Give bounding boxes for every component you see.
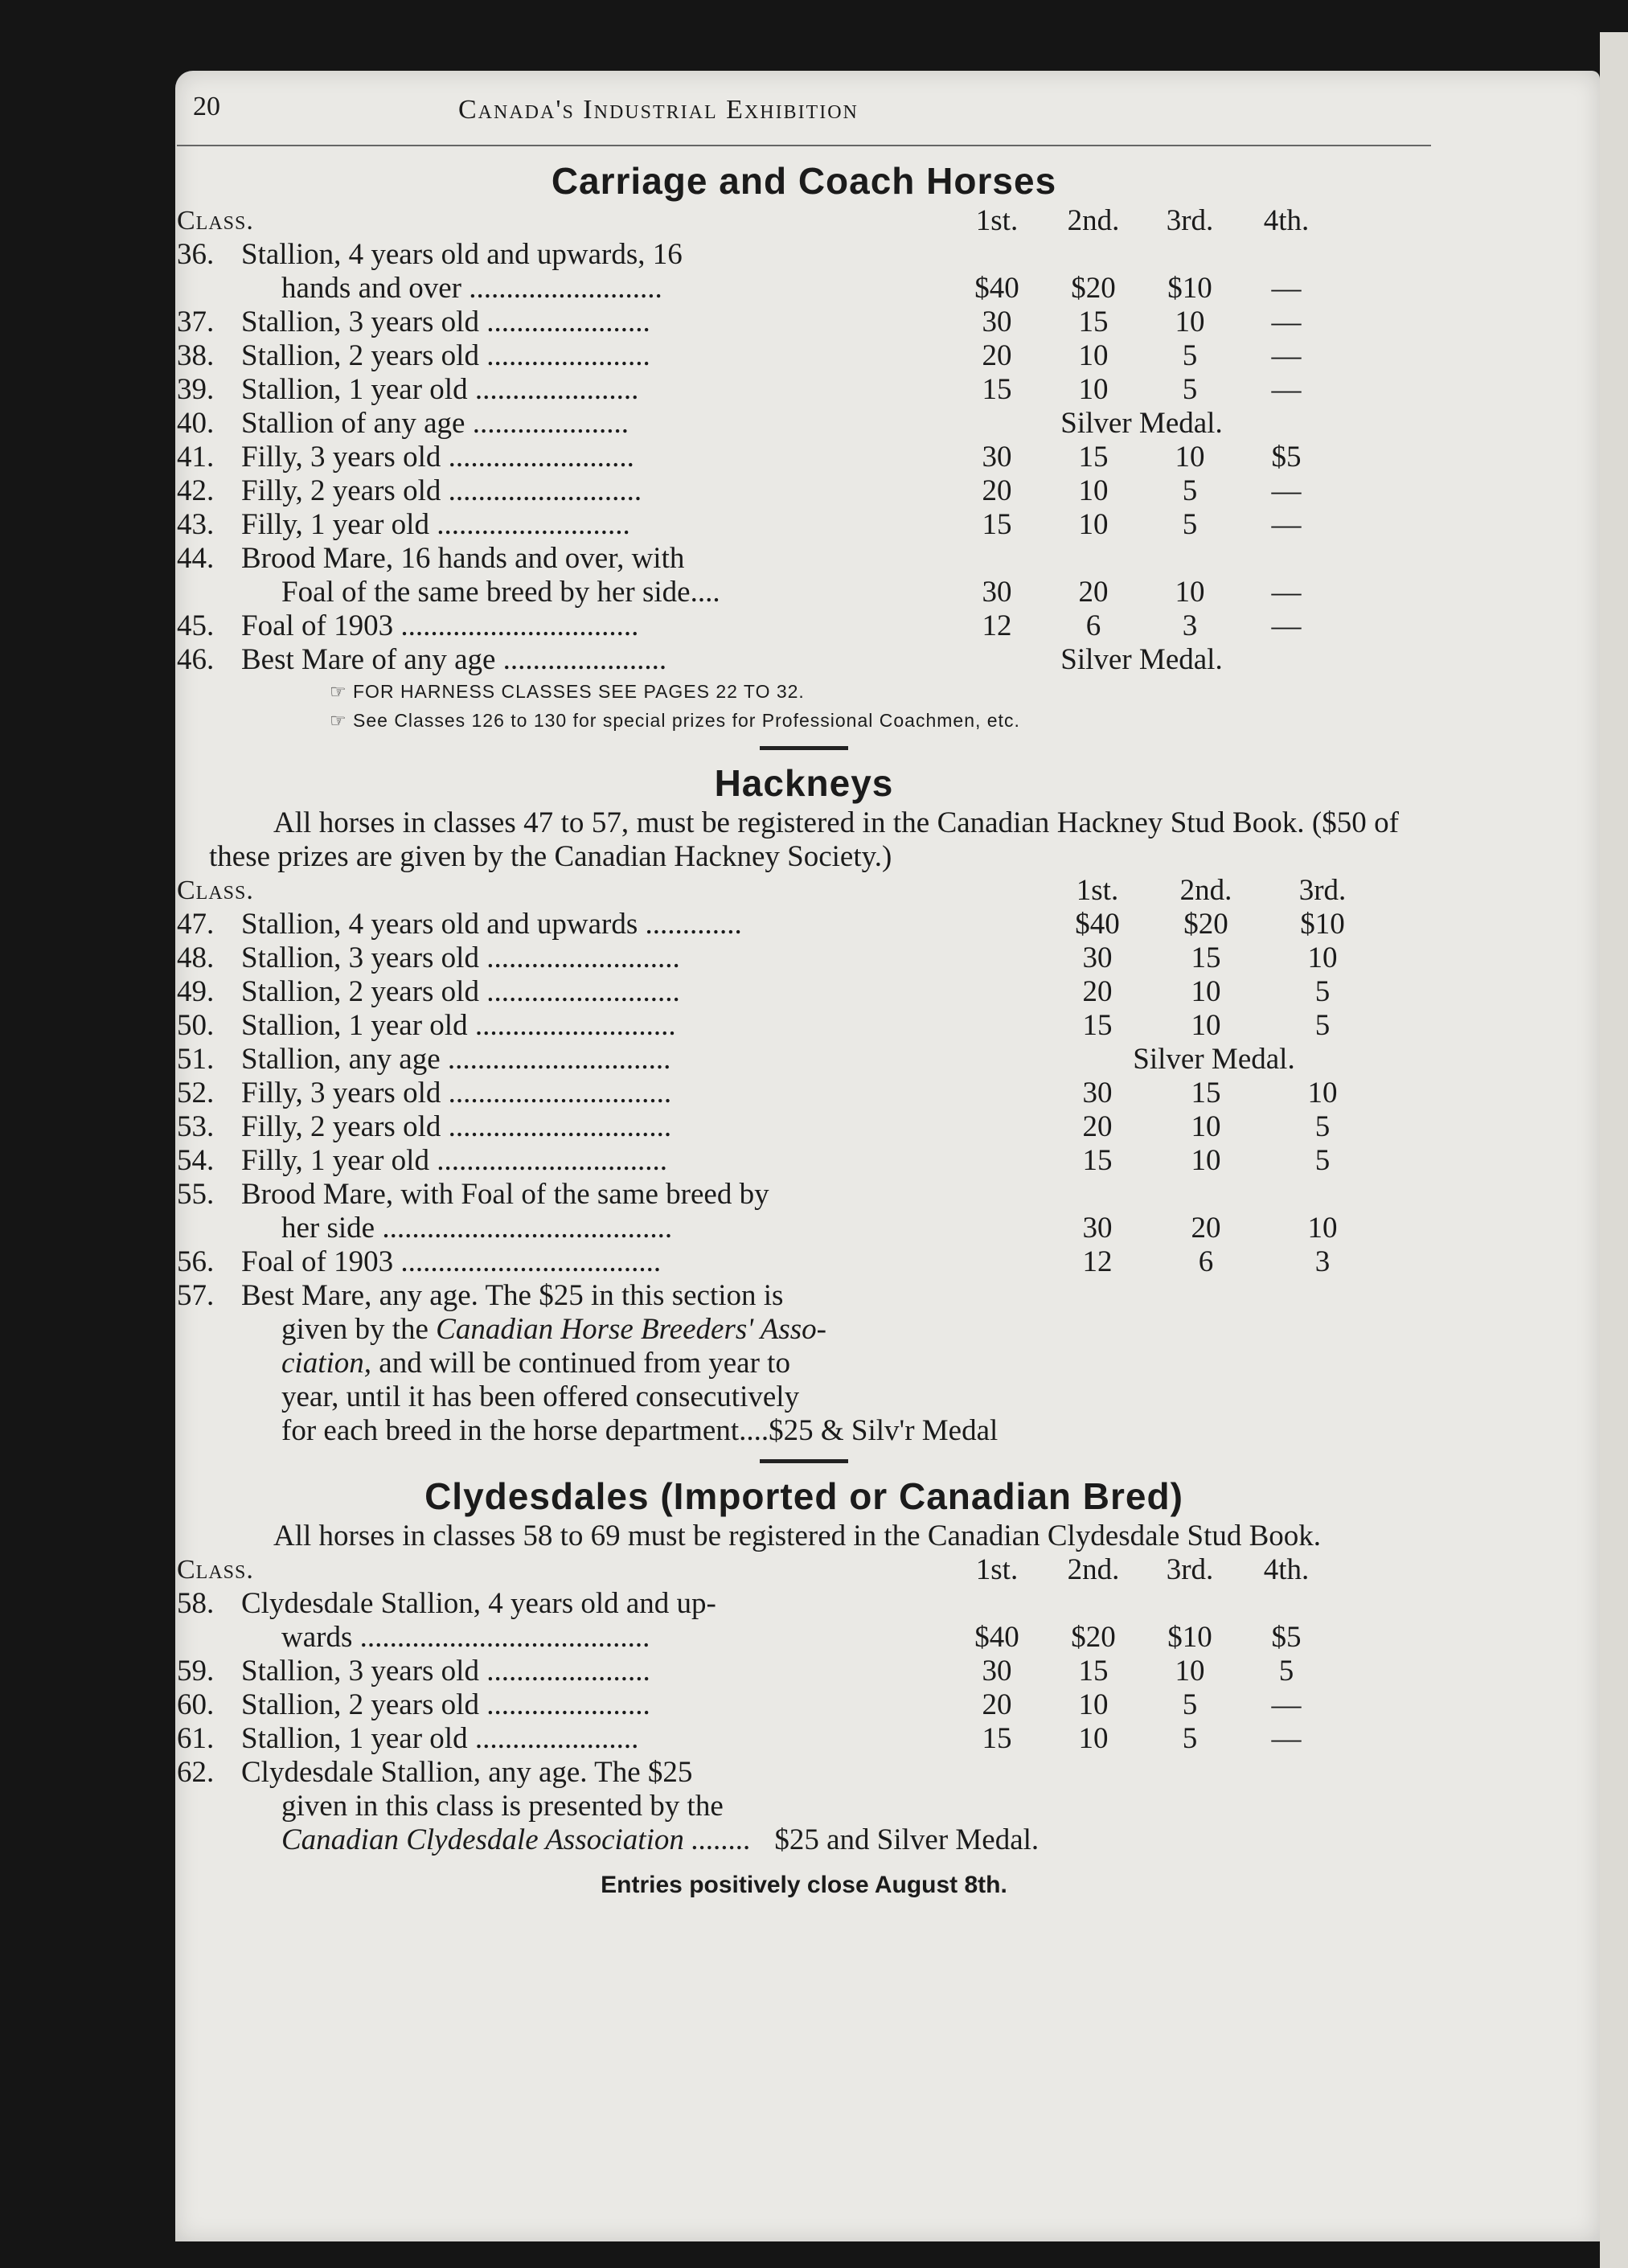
prize-cell: 30 xyxy=(1082,1212,1113,1245)
prize-cell: $20 xyxy=(1183,908,1228,941)
desc-line: Stallion, 3 years old ...................... xyxy=(241,306,650,338)
col-4th: 4th. xyxy=(1263,1553,1310,1586)
prize-cell: $20 xyxy=(1071,1621,1116,1654)
class-number: 38. xyxy=(177,339,215,372)
prize-cell: 10 xyxy=(1191,975,1221,1008)
class-description xyxy=(241,441,949,474)
prize-cell: 12 xyxy=(982,609,1012,642)
class-description xyxy=(241,542,949,609)
prize-cell: — xyxy=(1271,306,1302,338)
prize-cell: 15 xyxy=(982,373,1012,406)
desc-line: Stallion, 2 years old ...................... xyxy=(241,1688,650,1721)
desc-line: hands and over .......................... xyxy=(281,272,662,305)
prize-text: Silver Medal. xyxy=(1133,1043,1295,1076)
prize-cell: 15 xyxy=(1078,306,1109,338)
prize-cell: 10 xyxy=(1191,1144,1221,1177)
col-1st: 1st. xyxy=(975,1553,1019,1586)
prize-cell: 6 xyxy=(1198,1245,1214,1278)
desc-line: Stallion, 2 years old ...................... xyxy=(241,339,650,372)
prize-cell: 5 xyxy=(1314,1144,1331,1177)
section-divider xyxy=(760,1459,848,1463)
table-header xyxy=(177,1553,1431,1587)
class-number: 60. xyxy=(177,1688,215,1721)
desc-line: Stallion, 1 year old ...................... xyxy=(241,373,639,406)
prize-cell: 30 xyxy=(982,306,1012,338)
desc-line: and will be continued from year to xyxy=(371,1347,790,1380)
prize-cell: 10 xyxy=(1307,1077,1338,1109)
table-row xyxy=(177,1110,1431,1144)
desc-line: Filly, 2 years old .......................... xyxy=(241,474,642,507)
note-coachmen: ☞ See Classes 126 to 130 for special prizes for Professional Coachmen, etc. xyxy=(330,710,1020,731)
class-description xyxy=(241,1722,949,1756)
table-row xyxy=(177,1587,1431,1655)
page-number: 20 xyxy=(193,92,220,121)
class-number: 48. xyxy=(177,941,215,974)
col-3rd: 3rd. xyxy=(1166,204,1214,237)
table-row xyxy=(177,609,1431,643)
class-number: 45. xyxy=(177,609,215,642)
prize-cell: $10 xyxy=(1167,272,1212,305)
prize-cell: 10 xyxy=(1307,941,1338,974)
desc-line-italic: Canadian Clydesdale Association ........ xyxy=(281,1823,752,1856)
section-title-hackneys: Hackneys xyxy=(714,762,894,804)
class-number: 44. xyxy=(177,542,215,575)
col-1st: 1st. xyxy=(1076,874,1119,907)
class-description xyxy=(241,407,949,441)
prize-cell: 30 xyxy=(982,441,1012,474)
class-number: 55. xyxy=(177,1178,215,1211)
prize-cell: — xyxy=(1271,373,1302,406)
prize-cell: 10 xyxy=(1175,576,1205,609)
class-description xyxy=(241,474,949,508)
desc-line: year, until it has been offered consecutively xyxy=(281,1380,800,1413)
class-number: 54. xyxy=(177,1144,215,1177)
prize-cell: — xyxy=(1271,609,1302,642)
page-edge xyxy=(1600,32,1628,2268)
col-1st: 1st. xyxy=(975,204,1019,237)
class-label: Class. xyxy=(177,206,254,236)
hackney-intro: All horses in classes 47 to 57, must be registered in the Canadian Hackney Stud Book. ($50 of these prizes are given by the Canadian Hackney Society.) xyxy=(209,806,1399,873)
class-description xyxy=(241,1144,1045,1178)
prize-cell: 5 xyxy=(1314,975,1331,1008)
table-row xyxy=(177,339,1431,373)
prize-cell: 15 xyxy=(1078,1655,1109,1688)
prize-cell: 5 xyxy=(1182,339,1198,372)
prize-cell: 5 xyxy=(1182,373,1198,406)
class-description xyxy=(241,1043,1045,1077)
class-number: 51. xyxy=(177,1043,215,1076)
prize-cell: 10 xyxy=(1175,441,1205,474)
class-description xyxy=(241,1009,1045,1043)
note-harness: ☞ FOR HARNESS CLASSES SEE PAGES 22 TO 32. xyxy=(330,681,805,702)
class-description xyxy=(241,306,949,339)
table-row xyxy=(177,1144,1431,1178)
desc-line: wards ....................................... xyxy=(281,1621,650,1654)
desc-line: Foal of 1903 ................................ xyxy=(241,609,639,642)
prize-cell: 20 xyxy=(982,474,1012,507)
class-description xyxy=(241,339,949,373)
desc-line: Filly, 1 year old .......................... xyxy=(241,508,630,541)
section-divider xyxy=(760,746,848,750)
desc-line: Clydesdale Stallion, 4 years old and up- xyxy=(241,1587,716,1620)
class-number: 61. xyxy=(177,1722,215,1755)
prize-cell: 20 xyxy=(1191,1212,1221,1245)
class-number: 41. xyxy=(177,441,215,474)
class-description xyxy=(241,1279,1383,1448)
prize-cell: — xyxy=(1271,576,1302,609)
prize-cell: — xyxy=(1271,1688,1302,1721)
desc-line: Stallion, 3 years old ...................... xyxy=(241,1655,650,1688)
class-number: 59. xyxy=(177,1655,215,1688)
prize-cell: 20 xyxy=(1082,975,1113,1008)
prize-cell: 15 xyxy=(982,1722,1012,1755)
prize-cell: 30 xyxy=(982,1655,1012,1688)
class-number: 36. xyxy=(177,238,215,271)
table-row xyxy=(177,1245,1431,1279)
prize-cell: 15 xyxy=(1082,1009,1113,1042)
prize-cell: — xyxy=(1271,272,1302,305)
table-row xyxy=(177,975,1431,1009)
prize-cell: $5 xyxy=(1271,1621,1302,1654)
prize-cell: 6 xyxy=(1085,609,1101,642)
table-row xyxy=(177,474,1431,508)
desc-line: Brood Mare, with Foal of the same breed by xyxy=(241,1178,769,1211)
desc-line: Stallion, 1 year old ........................... xyxy=(241,1009,676,1042)
prize-cell: 10 xyxy=(1191,1009,1221,1042)
table-row xyxy=(177,238,1431,306)
prize-cell: 10 xyxy=(1078,339,1109,372)
class-description xyxy=(241,373,949,407)
desc-line: Brood Mare, 16 hands and over, with xyxy=(241,542,685,575)
prize-cell: 3 xyxy=(1182,609,1198,642)
table-row xyxy=(177,1009,1431,1043)
prize-cell: 20 xyxy=(1078,576,1109,609)
prize-cell: 30 xyxy=(982,576,1012,609)
desc-line: Stallion, any age .............................. xyxy=(241,1043,671,1076)
class-number: 40. xyxy=(177,407,215,440)
prize-cell: — xyxy=(1271,1722,1302,1755)
desc-line: given in this class is presented by the xyxy=(281,1790,724,1823)
class-description xyxy=(241,238,949,306)
desc-line: Filly, 1 year old ............................... xyxy=(241,1144,667,1177)
prize-cell: $5 xyxy=(1271,441,1302,474)
prize-cell: — xyxy=(1271,508,1302,541)
prize-cell: 12 xyxy=(1082,1245,1113,1278)
prize-cell: 5 xyxy=(1314,1009,1331,1042)
table-row xyxy=(177,1279,1431,1448)
prize-cell: 5 xyxy=(1182,508,1198,541)
prize-cell: 10 xyxy=(1078,474,1109,507)
desc-line: her side ....................................... xyxy=(281,1212,673,1245)
class-description xyxy=(241,1587,949,1655)
class-number: 39. xyxy=(177,373,215,406)
table-row xyxy=(177,407,1431,441)
prize-cell: — xyxy=(1271,339,1302,372)
prize-cell: 10 xyxy=(1307,1212,1338,1245)
desc-line: Filly, 3 years old ......................... xyxy=(241,441,634,474)
class-number: 47. xyxy=(177,908,215,941)
table-row xyxy=(177,1722,1431,1756)
prize-cell: $10 xyxy=(1167,1621,1212,1654)
class-label: Class. xyxy=(177,876,254,905)
page-content xyxy=(177,88,1431,1899)
prize-cell: 15 xyxy=(1191,1077,1221,1109)
class-number: 46. xyxy=(177,643,215,676)
prize-cell: $10 xyxy=(1300,908,1345,941)
prize-cell: 15 xyxy=(982,508,1012,541)
prize-cell: $40 xyxy=(1075,908,1120,941)
prize-cell: 5 xyxy=(1182,474,1198,507)
prize-cell: 10 xyxy=(1078,1722,1109,1755)
class-description xyxy=(241,1178,1045,1245)
class-description xyxy=(241,1110,1045,1144)
desc-line: Stallion, 4 years old and upwards, 16 xyxy=(241,238,683,271)
class-list-hackney xyxy=(177,908,1431,1279)
table-row xyxy=(177,1756,1431,1857)
table-row xyxy=(177,441,1431,474)
class-number: 50. xyxy=(177,1009,215,1042)
class-number: 62. xyxy=(177,1756,215,1789)
prize-cell: 3 xyxy=(1314,1245,1331,1278)
class-number: 58. xyxy=(177,1587,215,1620)
prize-text: Silver Medal. xyxy=(1060,643,1223,676)
class-number: 37. xyxy=(177,306,215,338)
table-row xyxy=(177,542,1431,609)
prize-cell: 5 xyxy=(1314,1110,1331,1143)
class-number: 49. xyxy=(177,975,215,1008)
prize-cell: 10 xyxy=(1078,508,1109,541)
col-3rd: 3rd. xyxy=(1298,874,1347,907)
prize-cell: 20 xyxy=(982,1688,1012,1721)
prize-cell: $40 xyxy=(974,272,1019,305)
table-row xyxy=(177,643,1431,677)
desc-line-italic: Canadian Horse Breeders' Asso- xyxy=(436,1313,826,1346)
prize-cell: 10 xyxy=(1078,373,1109,406)
table-row xyxy=(177,1077,1431,1110)
class-description xyxy=(241,941,1045,975)
table-row xyxy=(177,373,1431,407)
prize-cell: 5 xyxy=(1182,1688,1198,1721)
table-row xyxy=(177,1655,1431,1688)
class-list-carriage xyxy=(177,238,1431,677)
col-2nd: 2nd. xyxy=(1067,204,1120,237)
table-row xyxy=(177,941,1431,975)
prize-cell: 10 xyxy=(1175,1655,1205,1688)
prize-cell: — xyxy=(1271,474,1302,507)
prize-text: $25 and Silver Medal. xyxy=(774,1823,1040,1856)
class-description xyxy=(241,1077,1045,1110)
prize-cell: 5 xyxy=(1182,1722,1198,1755)
prize-cell: 30 xyxy=(1082,941,1113,974)
class-description xyxy=(241,1756,1335,1857)
class-description xyxy=(241,975,1045,1009)
table-header xyxy=(177,204,1431,238)
prize-cell: 10 xyxy=(1191,1110,1221,1143)
table-header xyxy=(177,874,1431,908)
class-description xyxy=(241,643,949,677)
running-header xyxy=(177,88,1431,146)
desc-line: Stallion of any age ..................... xyxy=(241,407,629,440)
desc-line: Clydesdale Stallion, any age. The $25 xyxy=(241,1756,693,1789)
entries-close-notice: Entries positively close August 8th. xyxy=(601,1872,1007,1898)
desc-line: given by the xyxy=(281,1313,437,1346)
prize-cell: 15 xyxy=(1191,941,1221,974)
class-number: 53. xyxy=(177,1110,215,1143)
class-description xyxy=(241,1655,949,1688)
desc-line: for each breed in the horse department....$25 & Silv'r Medal xyxy=(281,1414,999,1447)
col-2nd: 2nd. xyxy=(1067,1553,1120,1586)
class-description xyxy=(241,1688,949,1722)
prize-cell: 5 xyxy=(1278,1655,1294,1688)
class-number: 52. xyxy=(177,1077,215,1109)
prize-cell: 20 xyxy=(1082,1110,1113,1143)
prize-cell: 15 xyxy=(1078,441,1109,474)
prize-cell: 20 xyxy=(982,339,1012,372)
class-description xyxy=(241,508,949,542)
running-title: Canada's Industrial Exhibition xyxy=(458,95,859,125)
desc-line-italic: ciation, xyxy=(281,1347,372,1380)
table-row xyxy=(177,306,1431,339)
desc-line: Foal of 1903 ................................... xyxy=(241,1245,662,1278)
class-label: Class. xyxy=(177,1555,254,1585)
desc-line: Stallion, 2 years old .......................... xyxy=(241,975,680,1008)
class-description xyxy=(241,609,949,643)
col-3rd: 3rd. xyxy=(1166,1553,1214,1586)
table-row xyxy=(177,1043,1431,1077)
desc-line: Stallion, 4 years old and upwards ............. xyxy=(241,908,742,941)
desc-line: Filly, 3 years old .............................. xyxy=(241,1077,672,1109)
table-row xyxy=(177,508,1431,542)
desc-line: Foal of the same breed by her side.... xyxy=(281,576,720,609)
col-2nd: 2nd. xyxy=(1179,874,1232,907)
table-row xyxy=(177,1178,1431,1245)
col-4th: 4th. xyxy=(1263,204,1310,237)
desc-line: Stallion, 1 year old ...................... xyxy=(241,1722,639,1755)
class-list-clydesdale xyxy=(177,1587,1431,1756)
clydesdale-intro: All horses in classes 58 to 69 must be registered in the Canadian Clydesdale Stud Book. xyxy=(273,1520,1322,1552)
prize-cell: 30 xyxy=(1082,1077,1113,1109)
prize-cell: $20 xyxy=(1071,272,1116,305)
table-row xyxy=(177,908,1431,941)
class-number: 42. xyxy=(177,474,215,507)
class-number: 56. xyxy=(177,1245,215,1278)
section-title-clydesdales: Clydesdales (Imported or Canadian Bred) xyxy=(424,1475,1183,1517)
desc-line: Stallion, 3 years old .......................... xyxy=(241,941,680,974)
prize-cell: 15 xyxy=(1082,1144,1113,1177)
prize-cell: 10 xyxy=(1078,1688,1109,1721)
prize-cell: 10 xyxy=(1175,306,1205,338)
class-number: 57. xyxy=(177,1279,215,1312)
desc-line: Filly, 2 years old .............................. xyxy=(241,1110,672,1143)
class-description xyxy=(241,1245,1045,1279)
desc-line: Best Mare of any age ...................... xyxy=(241,643,667,676)
prize-cell: $40 xyxy=(974,1621,1019,1654)
prize-text: Silver Medal. xyxy=(1060,407,1223,440)
table-row xyxy=(177,1688,1431,1722)
class-number: 43. xyxy=(177,508,215,541)
desc-line: Best Mare, any age. The $25 in this section is xyxy=(241,1279,784,1312)
class-description xyxy=(241,908,1045,941)
section-title-carriage: Carriage and Coach Horses xyxy=(551,160,1057,202)
